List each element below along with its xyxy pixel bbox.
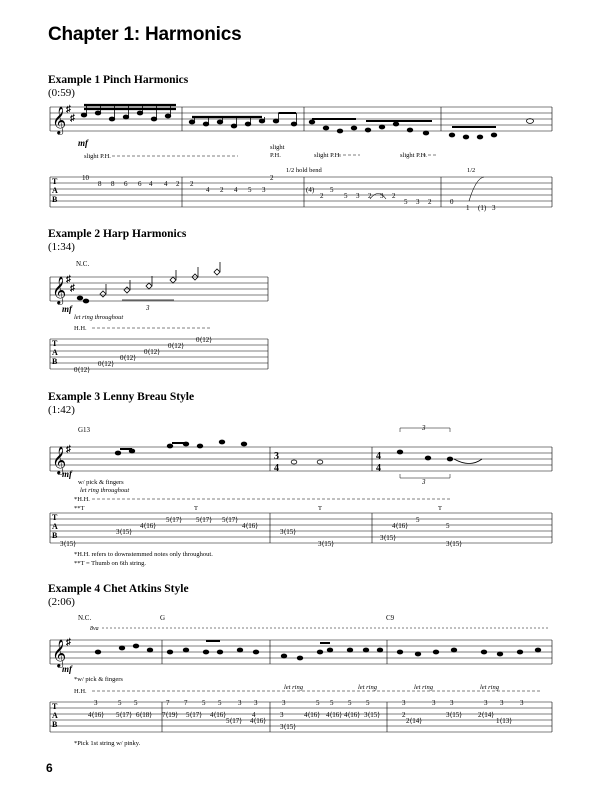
svg-text:5: 5 — [316, 699, 320, 707]
svg-text:5: 5 — [248, 186, 252, 194]
svg-text:3⟨15⟩: 3⟨15⟩ — [60, 540, 76, 548]
svg-text:2: 2 — [220, 186, 224, 194]
svg-text:5: 5 — [330, 699, 334, 707]
svg-text:3: 3 — [380, 192, 384, 200]
svg-text:B: B — [52, 357, 58, 366]
ex1-bend-label: 1/2 hold bend — [286, 167, 322, 174]
svg-text:4⟨16⟩: 4⟨16⟩ — [210, 711, 226, 719]
svg-text:4: 4 — [149, 180, 153, 188]
time-signature-bottom: 4 — [376, 463, 381, 474]
ex3-time-signatures — [274, 451, 381, 474]
example-1-time: (0:59) — [48, 87, 75, 99]
svg-text:3: 3 — [484, 699, 488, 707]
svg-text:let ring: let ring — [284, 684, 303, 691]
svg-text:2: 2 — [392, 192, 396, 200]
svg-text:0⟨12⟩: 0⟨12⟩ — [74, 366, 90, 374]
svg-text:5⟨17⟩: 5⟨17⟩ — [222, 516, 238, 524]
svg-text:3: 3 — [94, 699, 98, 707]
ex4-ottava: 8va — [90, 626, 99, 632]
svg-text:3: 3 — [416, 198, 420, 206]
svg-text:5⟨17⟩: 5⟨17⟩ — [226, 717, 242, 725]
treble-clef-icon: 𝄞 — [52, 448, 67, 474]
time-signature-bottom: 4 — [274, 463, 279, 474]
svg-text:3⟨15⟩: 3⟨15⟩ — [446, 540, 462, 548]
svg-text:A: A — [52, 186, 58, 195]
ex1-annotation: slight P.H. — [314, 152, 341, 159]
ex1-notes — [81, 105, 533, 139]
svg-text:T: T — [438, 505, 442, 512]
svg-text:T: T — [52, 513, 58, 522]
svg-text:T: T — [52, 177, 58, 186]
svg-text:6: 6 — [124, 180, 128, 188]
svg-text:3⟨15⟩: 3⟨15⟩ — [318, 540, 334, 548]
svg-text:3: 3 — [254, 699, 258, 707]
svg-text:2: 2 — [402, 711, 406, 719]
svg-text:(1): (1) — [478, 204, 487, 212]
example-2-title: Example 2 Harp Harmonics — [48, 228, 187, 240]
ex1-dynamic: mf — [78, 138, 88, 148]
ex3-footnote: **T = Thumb on 6th string. — [74, 560, 147, 567]
svg-text:3: 3 — [450, 699, 454, 707]
svg-text:B: B — [52, 720, 58, 729]
svg-text:2⟨14⟩: 2⟨14⟩ — [478, 711, 494, 719]
svg-text:4⟨16⟩: 4⟨16⟩ — [344, 711, 360, 719]
svg-text:2: 2 — [176, 180, 180, 188]
svg-text:4⟨16⟩: 4⟨16⟩ — [392, 522, 408, 530]
ex3-notes — [115, 440, 482, 464]
svg-text:5⟨17⟩: 5⟨17⟩ — [196, 516, 212, 524]
ex1-annotation: slight P.H. — [400, 152, 427, 159]
svg-text:4⟨16⟩: 4⟨16⟩ — [242, 522, 258, 530]
svg-text:8: 8 — [111, 180, 115, 188]
svg-text:2: 2 — [320, 192, 324, 200]
svg-text:3⟨15⟩: 3⟨15⟩ — [280, 528, 296, 536]
svg-text:2: 2 — [428, 198, 432, 206]
svg-text:4: 4 — [234, 186, 238, 194]
svg-text:let ring: let ring — [414, 684, 433, 691]
svg-text:T: T — [52, 702, 58, 711]
svg-text:2⟨14⟩: 2⟨14⟩ — [406, 717, 422, 725]
ex3-thumb: **T — [74, 505, 85, 512]
svg-text:7: 7 — [166, 699, 170, 707]
svg-text:3: 3 — [146, 304, 150, 312]
svg-text:4⟨16⟩: 4⟨16⟩ — [140, 522, 156, 530]
svg-text:T: T — [52, 339, 58, 348]
ex4-note1: *w/ pick & fingers — [74, 676, 123, 683]
svg-text:3: 3 — [500, 699, 504, 707]
svg-text:B: B — [52, 195, 58, 204]
svg-text:3: 3 — [282, 699, 286, 707]
time-signature-top: 4 — [376, 451, 381, 462]
page-number: 6 — [46, 761, 53, 775]
svg-text:3: 3 — [422, 424, 426, 432]
svg-text:4: 4 — [206, 186, 210, 194]
ex1-annotation: P.H. — [270, 152, 281, 159]
svg-text:6: 6 — [138, 180, 142, 188]
svg-text:5: 5 — [218, 699, 222, 707]
chapter-title: Chapter 1: Harmonics — [48, 24, 242, 45]
time-signature-top: 3 — [274, 451, 279, 462]
svg-text:5: 5 — [330, 186, 334, 194]
example-3-title: Example 3 Lenny Breau Style — [48, 391, 195, 403]
svg-text:3: 3 — [280, 711, 284, 719]
svg-text:(4): (4) — [306, 186, 315, 194]
sharp-icon: ♯ — [66, 444, 71, 455]
svg-text:T: T — [194, 505, 198, 512]
treble-clef-icon: 𝄞 — [52, 278, 67, 304]
svg-text:5⟨17⟩: 5⟨17⟩ — [186, 711, 202, 719]
svg-text:5: 5 — [366, 699, 370, 707]
ex1-bend-label: 1/2 — [467, 167, 476, 174]
svg-text:4: 4 — [252, 711, 256, 719]
svg-text:1⟨13⟩: 1⟨13⟩ — [496, 717, 512, 725]
svg-text:5: 5 — [118, 699, 122, 707]
svg-text:3: 3 — [422, 478, 426, 486]
svg-text:5⟨17⟩: 5⟨17⟩ — [166, 516, 182, 524]
svg-text:4⟨16⟩: 4⟨16⟩ — [88, 711, 104, 719]
sharp-icon: ♯ — [70, 283, 75, 294]
svg-text:let ring: let ring — [358, 684, 377, 691]
treble-clef-icon: 𝄞 — [52, 108, 67, 134]
example-1-title: Example 1 Pinch Harmonics — [48, 74, 189, 86]
svg-text:3: 3 — [402, 699, 406, 707]
ex2-hh: H.H. — [74, 325, 87, 332]
svg-text:3: 3 — [356, 192, 360, 200]
svg-text:8: 8 — [98, 180, 102, 188]
svg-text:3⟨15⟩: 3⟨15⟩ — [380, 534, 396, 542]
ex3-hh: *H.H. — [74, 496, 90, 503]
svg-text:2: 2 — [368, 192, 372, 200]
svg-text:3: 3 — [262, 186, 266, 194]
example-2-time: (1:34) — [48, 241, 75, 253]
svg-text:3: 3 — [238, 699, 242, 707]
ex2-note: let ring throughout — [74, 314, 124, 321]
sharp-icon: ♯ — [70, 113, 75, 124]
svg-text:5: 5 — [202, 699, 206, 707]
svg-text:A: A — [52, 711, 58, 720]
ex4-dynamic: mf — [62, 664, 72, 674]
example-4-time: (2:06) — [48, 596, 75, 608]
example-4-title: Example 4 Chet Atkins Style — [48, 583, 189, 595]
svg-text:4: 4 — [164, 180, 168, 188]
ex4-staff — [50, 640, 552, 664]
svg-text:5: 5 — [404, 198, 408, 206]
ex3-staff — [50, 447, 552, 471]
svg-text:3⟨15⟩: 3⟨15⟩ — [116, 528, 132, 536]
svg-text:3: 3 — [520, 699, 524, 707]
svg-text:0⟨12⟩: 0⟨12⟩ — [196, 336, 212, 344]
sharp-icon: ♯ — [66, 104, 71, 115]
svg-text:0: 0 — [450, 198, 454, 206]
ex4-chord: C9 — [386, 614, 395, 622]
ex2-notes — [77, 262, 220, 303]
ex1-annotation: slight — [270, 144, 285, 151]
svg-text:3⟨15⟩: 3⟨15⟩ — [280, 723, 296, 731]
ex3-note2: let ring throughout — [80, 487, 130, 494]
svg-text:0⟨12⟩: 0⟨12⟩ — [98, 360, 114, 368]
svg-text:A: A — [52, 522, 58, 531]
svg-text:3: 3 — [492, 204, 496, 212]
svg-text:3⟨15⟩: 3⟨15⟩ — [446, 711, 462, 719]
svg-text:0⟨12⟩: 0⟨12⟩ — [120, 354, 136, 362]
ex4-chord: N.C. — [78, 614, 92, 622]
svg-text:7: 7 — [184, 699, 188, 707]
svg-text:let ring: let ring — [480, 684, 499, 691]
svg-text:3: 3 — [432, 699, 436, 707]
ex3-footnote: *H.H. refers to downstemmed notes only throughout. — [74, 551, 213, 558]
svg-text:10: 10 — [82, 174, 89, 182]
svg-text:4⟨16⟩: 4⟨16⟩ — [304, 711, 320, 719]
svg-text:0⟨12⟩: 0⟨12⟩ — [168, 342, 184, 350]
ex2-dynamic: mf — [62, 304, 72, 314]
svg-text:2: 2 — [190, 180, 194, 188]
svg-text:5: 5 — [416, 516, 420, 524]
ex3-chord: G13 — [78, 426, 91, 434]
svg-text:B: B — [52, 531, 58, 540]
svg-text:5: 5 — [446, 522, 450, 530]
ex4-footnote: *Pick 1st string w/ pinky. — [74, 740, 141, 747]
svg-text:3⟨15⟩: 3⟨15⟩ — [364, 711, 380, 719]
ex1-annotation: slight P.H. — [84, 153, 111, 160]
ex3-dynamic: mf — [62, 469, 72, 479]
svg-text:5: 5 — [344, 192, 348, 200]
svg-text:5⟨17⟩: 5⟨17⟩ — [116, 711, 132, 719]
ex1-tab-numbers — [82, 174, 496, 212]
svg-text:5: 5 — [134, 699, 138, 707]
svg-text:4⟨16⟩: 4⟨16⟩ — [326, 711, 342, 719]
svg-text:0⟨12⟩: 0⟨12⟩ — [144, 348, 160, 356]
svg-text:4⟨16⟩: 4⟨16⟩ — [250, 717, 266, 725]
svg-text:T: T — [318, 505, 322, 512]
sharp-icon: ♯ — [66, 274, 71, 285]
svg-text:7⟨19⟩: 7⟨19⟩ — [162, 711, 178, 719]
svg-text:2: 2 — [270, 174, 274, 182]
svg-text:5: 5 — [348, 699, 352, 707]
ex2-chord: N.C. — [76, 260, 90, 268]
sharp-icon: ♯ — [66, 637, 71, 648]
ex2-tab-numbers — [74, 336, 212, 374]
svg-text:A: A — [52, 348, 58, 357]
example-3-time: (1:42) — [48, 404, 75, 416]
svg-text:1: 1 — [466, 204, 470, 212]
svg-text:6⟨18⟩: 6⟨18⟩ — [136, 711, 152, 719]
ex4-chord: G — [160, 614, 166, 622]
ex3-note1: w/ pick & fingers — [78, 479, 124, 486]
ex4-hh: H.H. — [74, 688, 87, 695]
treble-clef-icon: 𝄞 — [52, 641, 67, 667]
